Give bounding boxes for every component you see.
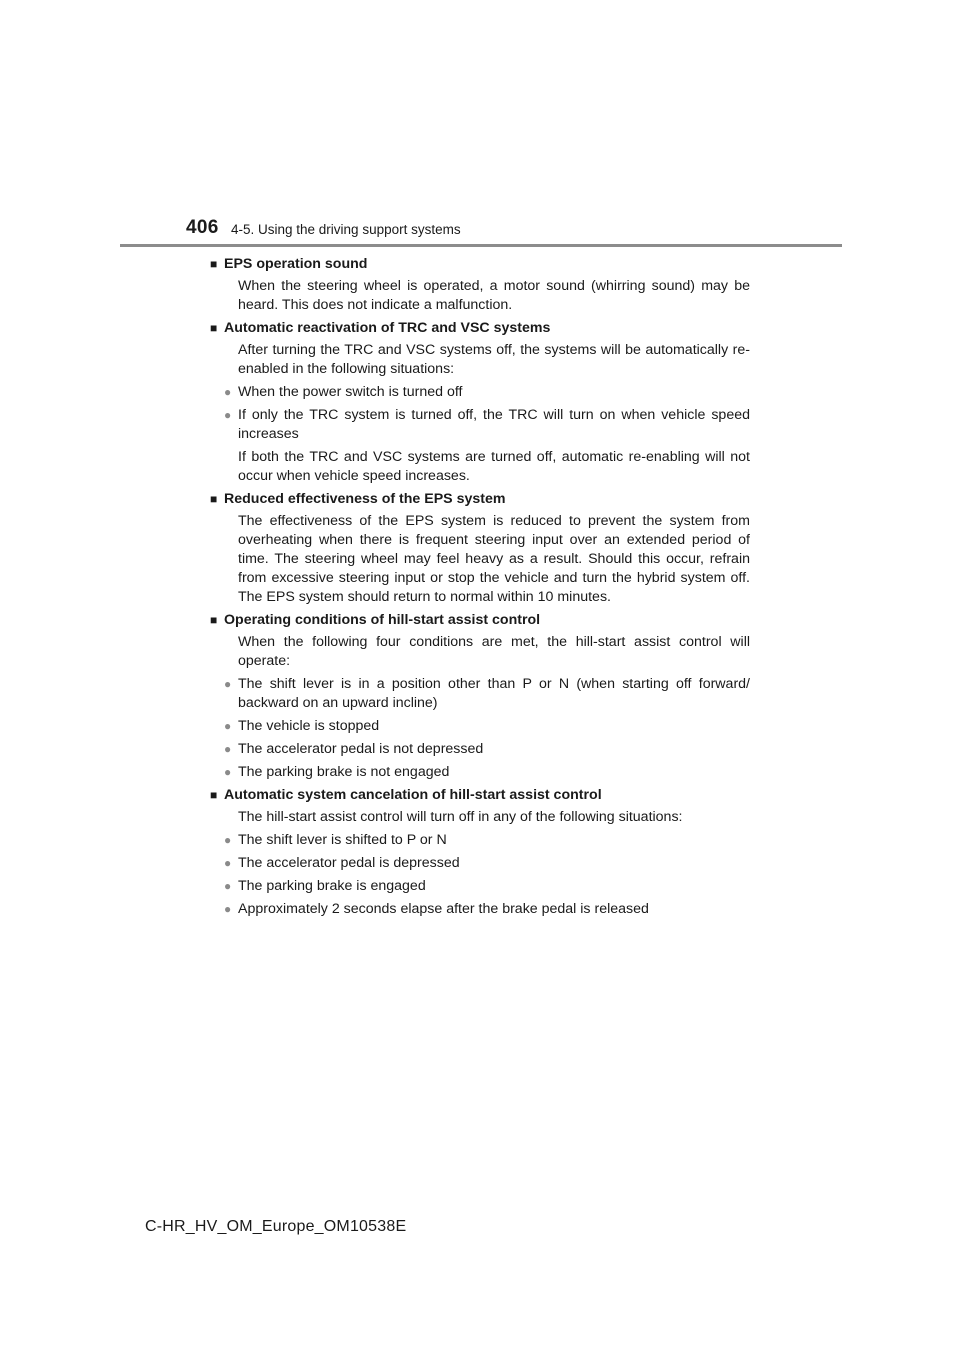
document-id-footer: C-HR_HV_OM_Europe_OM10538E (145, 1218, 407, 1235)
list-item (224, 763, 750, 782)
section-heading-text: Operating conditions of hill-start assist control (224, 612, 541, 628)
section-heading-text: Automatic system cancelation of hill-start assist control (224, 787, 602, 803)
list-item-text: The vehicle is stopped (238, 718, 380, 734)
list-item-text: The shift lever is shifted to P or N (238, 832, 447, 848)
circle-bullet-icon: ● (224, 856, 232, 870)
section-eps-operation-sound (210, 255, 750, 315)
circle-bullet-icon: ● (224, 879, 232, 893)
list-item (224, 675, 750, 713)
list-item (224, 900, 750, 919)
list-item (224, 406, 750, 444)
circle-bullet-icon: ● (224, 742, 232, 756)
list-item-text: When the power switch is turned off (238, 384, 463, 400)
circle-bullet-icon: ● (224, 765, 232, 779)
section-body: The hill-start assist control will turn off in any of the following situations: (238, 809, 683, 825)
section-heading-text: Reduced effectiveness of the EPS system (224, 491, 506, 507)
square-bullet-icon: ■ (210, 788, 218, 802)
page-content (210, 255, 750, 923)
list-item-text: The parking brake is engaged (238, 878, 426, 894)
section-body: After turning the TRC and VSC systems off, the systems will be automatically re-enabled in the following situations: (238, 342, 750, 377)
page-number: 406 (186, 217, 219, 238)
section-trc-vsc-reactivation (210, 319, 750, 486)
list-item (224, 831, 750, 850)
list-item (224, 740, 750, 759)
section-eps-reduced-effectiveness (210, 490, 750, 607)
list-item-text: The accelerator pedal is depressed (238, 855, 460, 871)
section-heading-text: EPS operation sound (224, 256, 368, 272)
list-item (224, 877, 750, 896)
list-item-text: If only the TRC system is turned off, the TRC will turn on when vehicle speed increases (238, 407, 750, 442)
list-item-text: Approximately 2 seconds elapse after the brake pedal is released (238, 901, 649, 917)
list-item (224, 383, 750, 402)
list-item-text: The accelerator pedal is not depressed (238, 741, 484, 757)
section-body: When the steering wheel is operated, a motor sound (whirring sound) may be heard. This does not indicate a malfunction. (238, 278, 750, 313)
section-body: When the following four conditions are met, the hill-start assist control will operate: (238, 634, 750, 669)
list-item (224, 717, 750, 736)
section-body: The effectiveness of the EPS system is reduced to prevent the system from overheating when there is frequent steering input over an extended period of time. The steering wheel may feel heavy as a result. Should this occur, refrain from excessive steering input or stop the vehicle and turn the hybrid system off. The EPS system should return to normal within 10 minutes. (238, 513, 750, 605)
circle-bullet-icon: ● (224, 385, 232, 399)
circle-bullet-icon: ● (224, 677, 232, 691)
section-hill-start-conditions (210, 611, 750, 782)
list-item (224, 854, 750, 873)
section-heading (210, 255, 750, 274)
section-heading (210, 611, 750, 630)
circle-bullet-icon: ● (224, 719, 232, 733)
square-bullet-icon: ■ (210, 492, 218, 506)
running-header: 4-5. Using the driving support systems (231, 222, 461, 237)
circle-bullet-icon: ● (224, 902, 232, 916)
section-hill-start-cancelation (210, 786, 750, 919)
list-item-text: The parking brake is not engaged (238, 764, 450, 780)
header-divider (120, 244, 842, 247)
circle-bullet-icon: ● (224, 408, 232, 422)
section-heading-text: Automatic reactivation of TRC and VSC systems (224, 320, 551, 336)
circle-bullet-icon: ● (224, 833, 232, 847)
section-heading (210, 786, 750, 805)
list-item-text: The shift lever is in a position other than P or N (when starting off forward/ backward on an upward incline) (238, 676, 750, 711)
section-heading (210, 319, 750, 338)
square-bullet-icon: ■ (210, 257, 218, 271)
section-heading (210, 490, 750, 509)
square-bullet-icon: ■ (210, 321, 218, 335)
square-bullet-icon: ■ (210, 613, 218, 627)
section-note: If both the TRC and VSC systems are turned off, automatic re-enabling will not occur when vehicle speed increases. (238, 449, 750, 484)
